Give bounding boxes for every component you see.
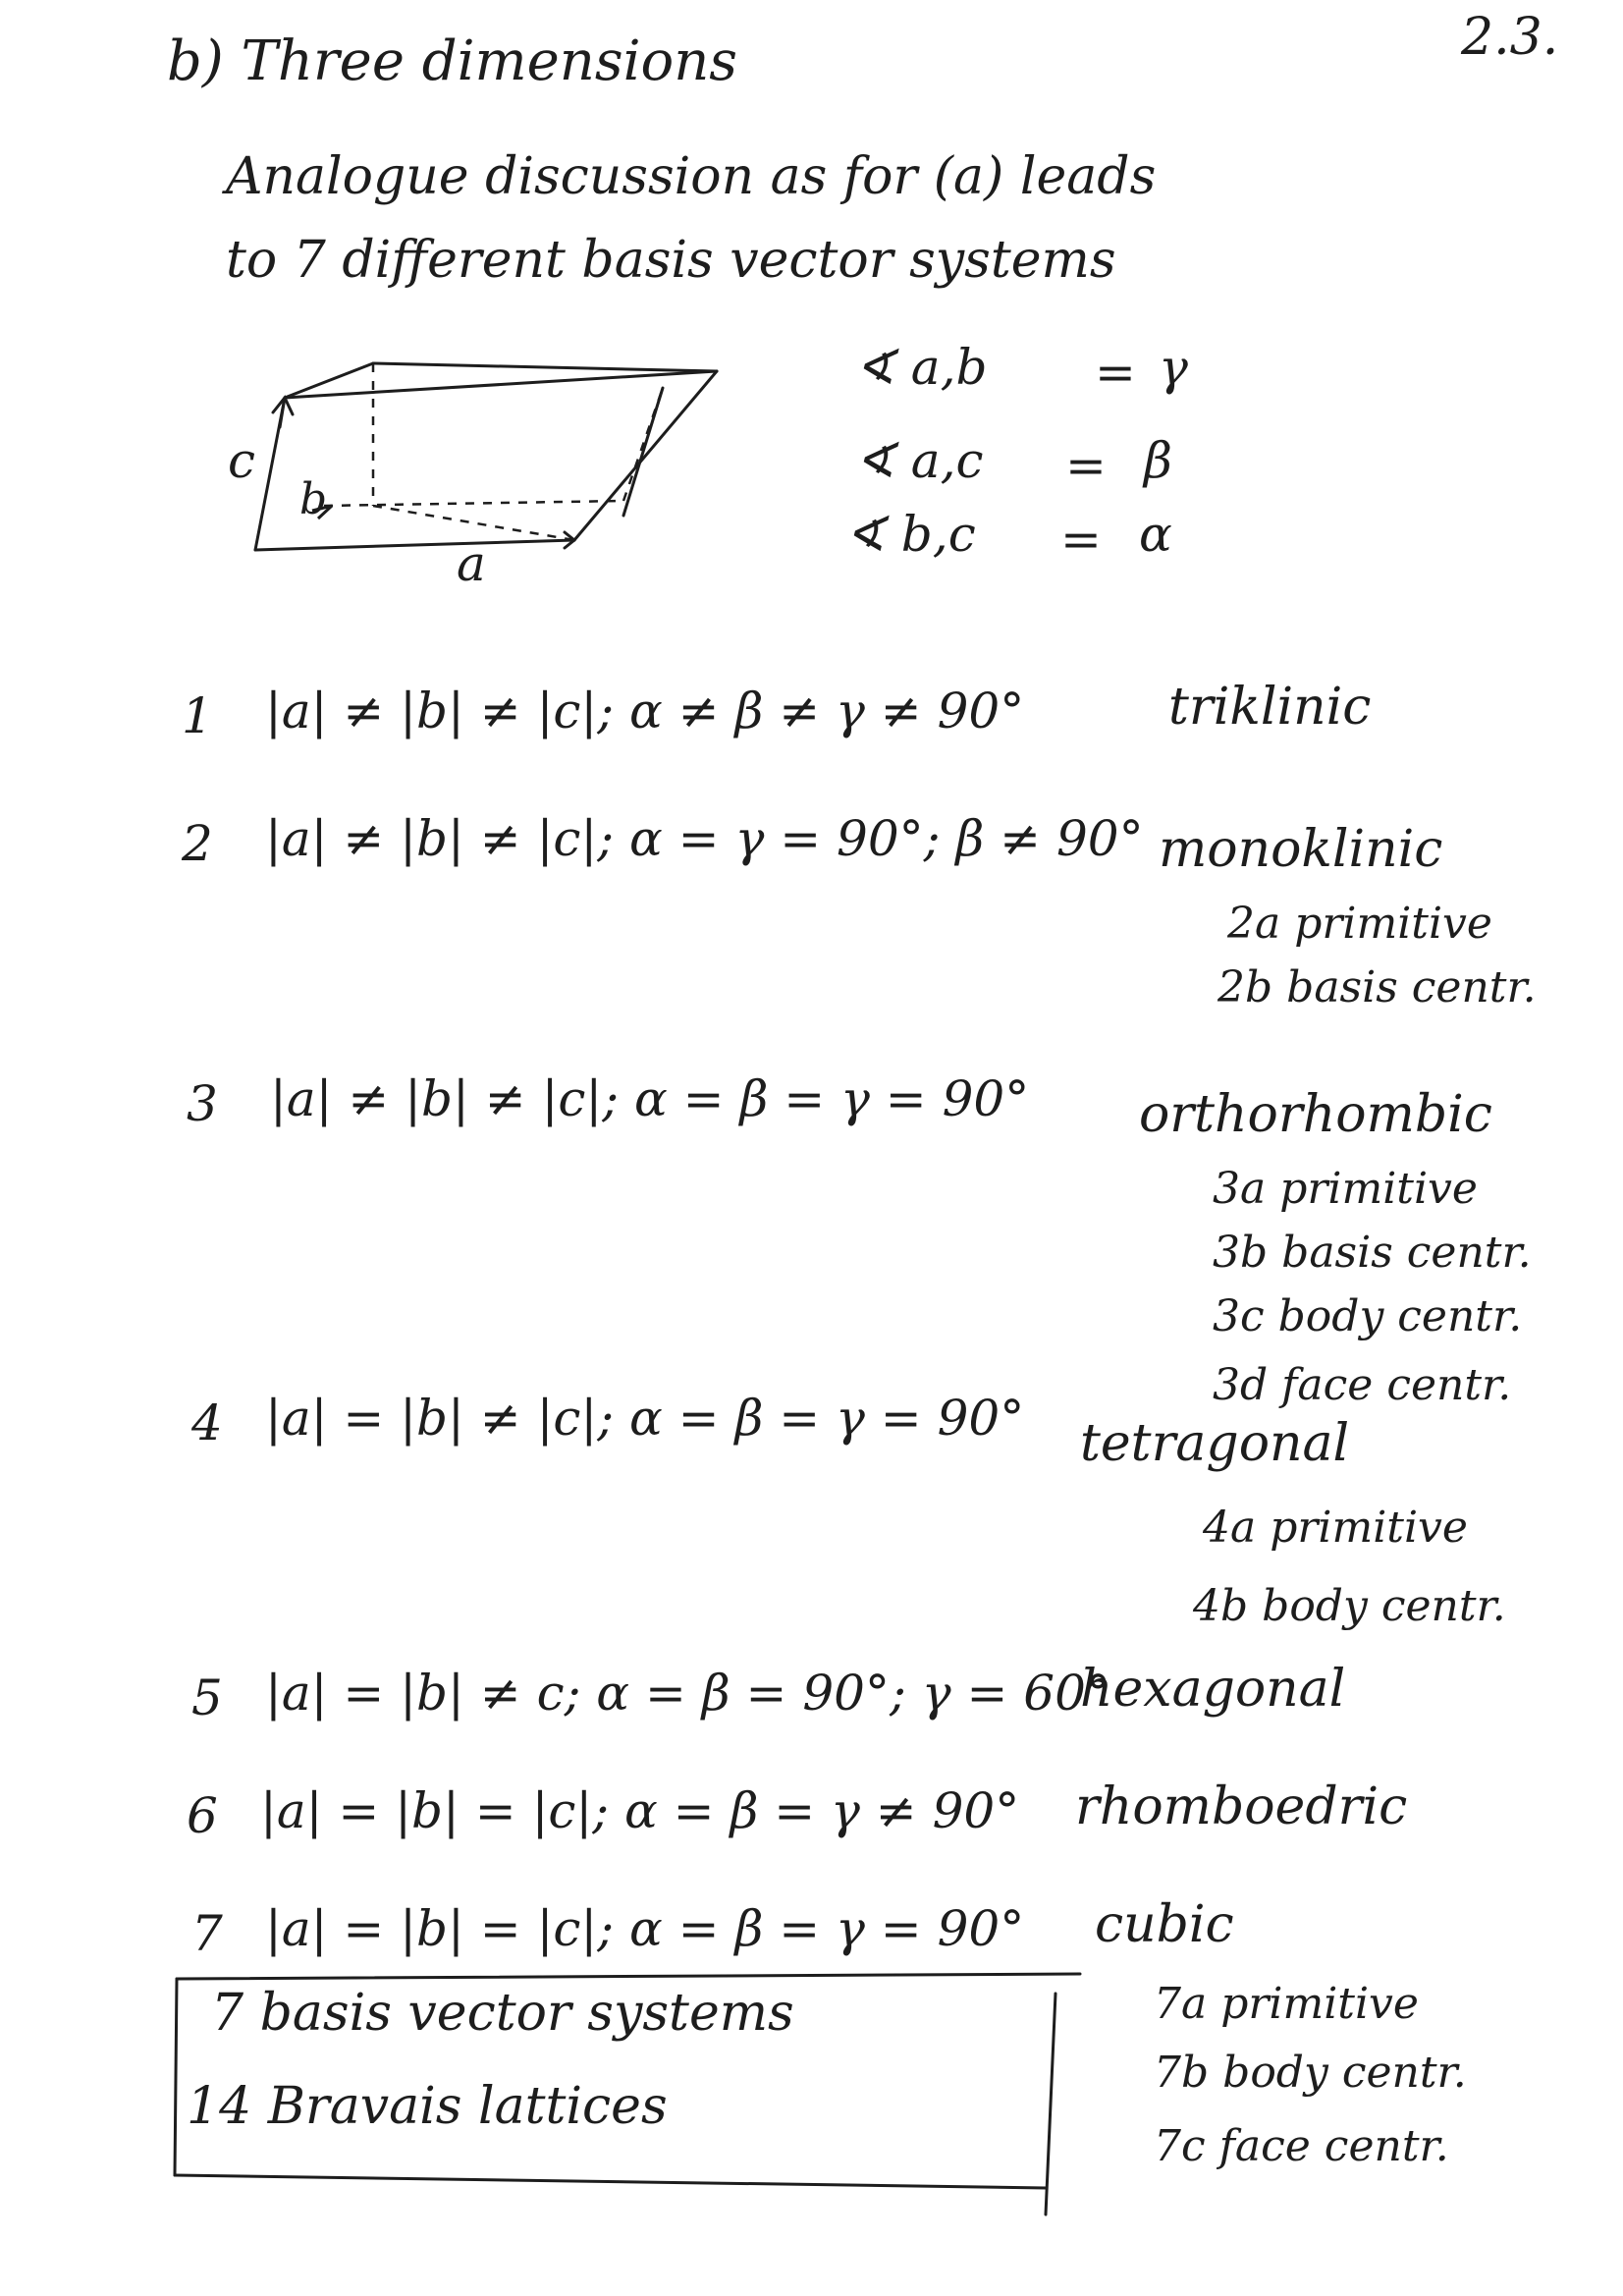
angle-bc-lhs: ∢ b,c <box>844 506 976 563</box>
system-6-condition: |a| = |b| = |c|; α = β = γ ≠ 90° <box>260 1782 1020 1839</box>
system-3-sub-a: 3a primitive <box>1213 1164 1478 1214</box>
page-number: 2.3. <box>1461 8 1559 67</box>
summary-line-2: 14 Bravais lattices <box>187 2077 668 2136</box>
system-3-number: 3 <box>187 1075 218 1132</box>
system-2-name: monoklinic <box>1159 820 1443 879</box>
angle-ab-rhs: γ <box>1159 339 1188 396</box>
system-5-name: hexagonal <box>1080 1660 1346 1719</box>
system-7-number: 7 <box>191 1905 223 1962</box>
system-1-number: 1 <box>182 687 213 744</box>
system-2-number: 2 <box>182 815 213 872</box>
system-7-sub-a: 7a primitive <box>1154 1979 1419 2029</box>
intro-line-2: to 7 different basis vector systems <box>226 231 1116 290</box>
angle-ac-rhs: β <box>1144 432 1172 489</box>
section-heading: b) Three dimensions <box>167 29 737 93</box>
angle-ac-lhs: ∢ a,c <box>854 432 984 489</box>
system-3-name: orthorhombic <box>1139 1085 1492 1144</box>
angle-bc-rhs: α <box>1139 506 1172 563</box>
system-4-sub-a: 4a primitive <box>1203 1503 1468 1553</box>
vector-label-b: b <box>299 474 328 524</box>
system-7-sub-b: 7b body centr. <box>1154 2048 1467 2098</box>
system-4-number: 4 <box>191 1394 223 1451</box>
system-6-number: 6 <box>187 1787 218 1844</box>
angle-bc-eq: = <box>1060 511 1102 568</box>
intro-line-1: Analogue discussion as for (a) leads <box>226 147 1157 206</box>
system-5-condition: |a| = |b| ≠ c; α = β = 90°; γ = 60° <box>265 1665 1110 1722</box>
system-1-name: triklinic <box>1168 678 1372 737</box>
angle-ac-eq: = <box>1065 437 1107 494</box>
system-4-sub-b: 4b body centr. <box>1193 1581 1506 1631</box>
system-3-condition: |a| ≠ |b| ≠ |c|; α = β = γ = 90° <box>270 1070 1030 1127</box>
system-2-sub-b: 2b basis centr. <box>1217 962 1537 1012</box>
system-7-condition: |a| = |b| = |c|; α = β = γ = 90° <box>265 1900 1025 1957</box>
summary-line-1: 7 basis vector systems <box>211 1984 794 2043</box>
vector-label-a: a <box>457 535 486 592</box>
system-4-condition: |a| = |b| ≠ |c|; α = β = γ = 90° <box>265 1390 1025 1447</box>
system-7-name: cubic <box>1095 1895 1234 1954</box>
parallelepiped-sketch <box>236 344 746 599</box>
vector-label-c: c <box>228 432 256 489</box>
system-3-sub-c: 3c body centr. <box>1213 1291 1523 1341</box>
system-6-name: rhomboedric <box>1075 1777 1408 1836</box>
system-2-condition: |a| ≠ |b| ≠ |c|; α = γ = 90°; β ≠ 90° <box>265 810 1144 867</box>
system-4-name: tetragonal <box>1080 1414 1350 1473</box>
system-3-sub-d: 3d face centr. <box>1213 1360 1512 1410</box>
system-5-number: 5 <box>191 1669 223 1726</box>
system-3-sub-b: 3b basis centr. <box>1213 1228 1532 1278</box>
system-1-condition: |a| ≠ |b| ≠ |c|; α ≠ β ≠ γ ≠ 90° <box>265 683 1025 739</box>
system-2-sub-a: 2a primitive <box>1227 899 1492 949</box>
angle-ab-lhs: ∢ a,b <box>854 339 988 396</box>
angle-ab-eq: = <box>1095 344 1136 401</box>
system-7-sub-c: 7c face centr. <box>1154 2121 1449 2171</box>
